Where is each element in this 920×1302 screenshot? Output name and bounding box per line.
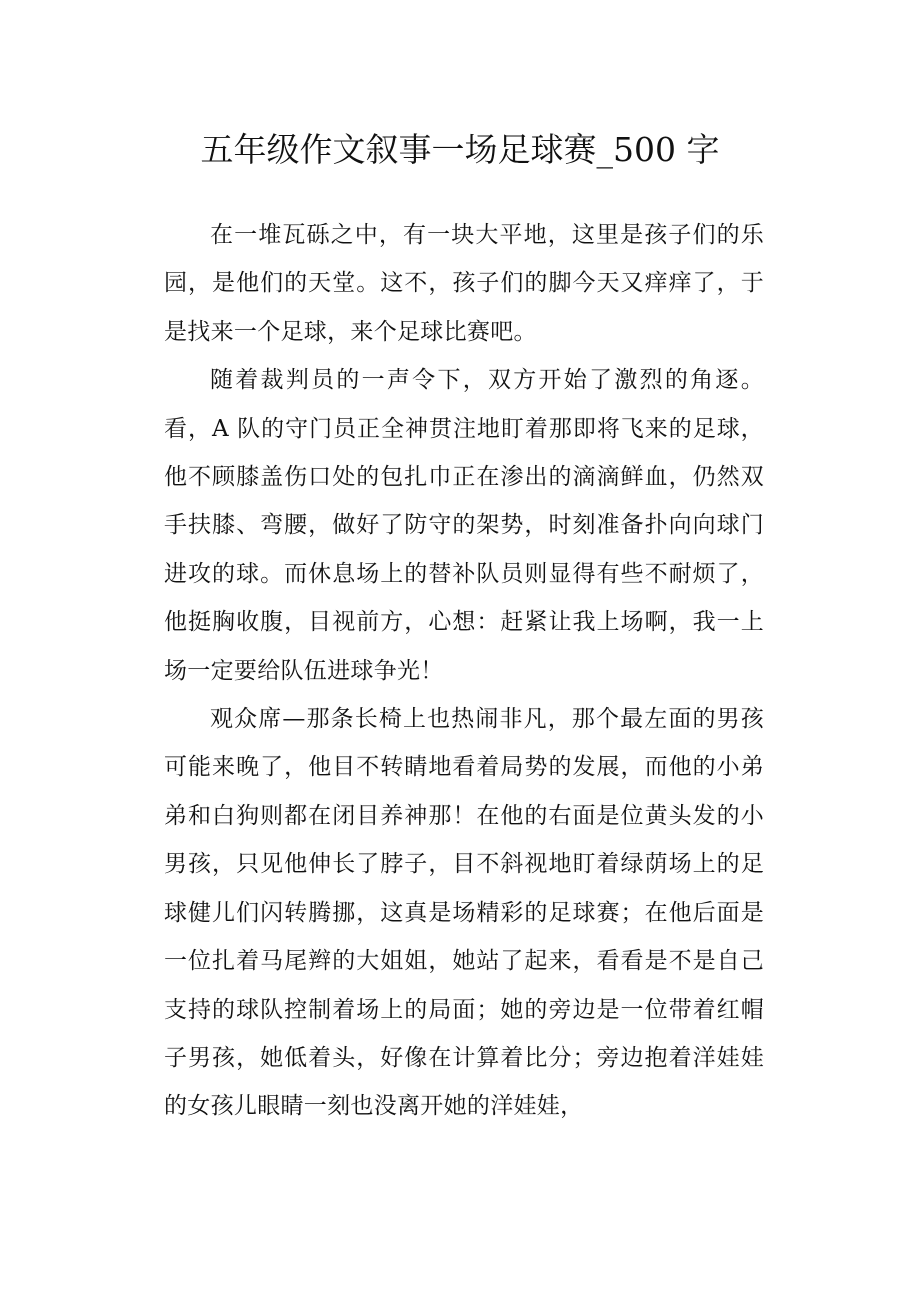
document-title: 五年级作文叙事一场足球赛_500 字 xyxy=(200,130,720,169)
paragraph: 在一堆瓦砾之中，有一块大平地，这里是孩子们的乐园，是他们的天堂。这不，孩子们的脚今天又痒痒了，于是找来一个足球，来个足球比赛吧。 xyxy=(164,222,764,345)
paragraph: 观众席—那条长椅上也热闹非凡，那个最左面的男孩可能来晚了，他目不转睛地看着局势的发展，而他的小弟弟和白狗则都在闭目养神那！在他的右面是位黄头发的小男孩，只见他伸长了脖子，目不斜视地盯着绿荫场上的足球健儿们闪转腾挪，这真是场精彩的足球赛；在他后面是一位扎着马尾辫的大姐姐，她站了起来，看看是不是自己支持的球队控制着场上的局面；她的旁边是一位带着红帽子男孩，她低着头，好像在计算着比分；旁边抱着洋娃娃的女孩儿眼睛一刻也没离开她的洋娃娃， xyxy=(164,706,764,1120)
document-body xyxy=(164,211,764,1131)
paragraph: 随着裁判员的一声令下，双方开始了激烈的角逐。看，A 队的守门员正全神贯注地盯着那即将飞来的足球，他不顾膝盖伤口处的包扎巾正在渗出的滴滴鲜血，仍然双手扶膝、弯腰，做好了防守的架势，时刻准备扑向向球门进攻的球。而休息场上的替补队员则显得有些不耐烦了，他挺胸收腹，目视前方，心想：赶紧让我上场啊，我一上场一定要给队伍进球争光！ xyxy=(164,367,764,684)
